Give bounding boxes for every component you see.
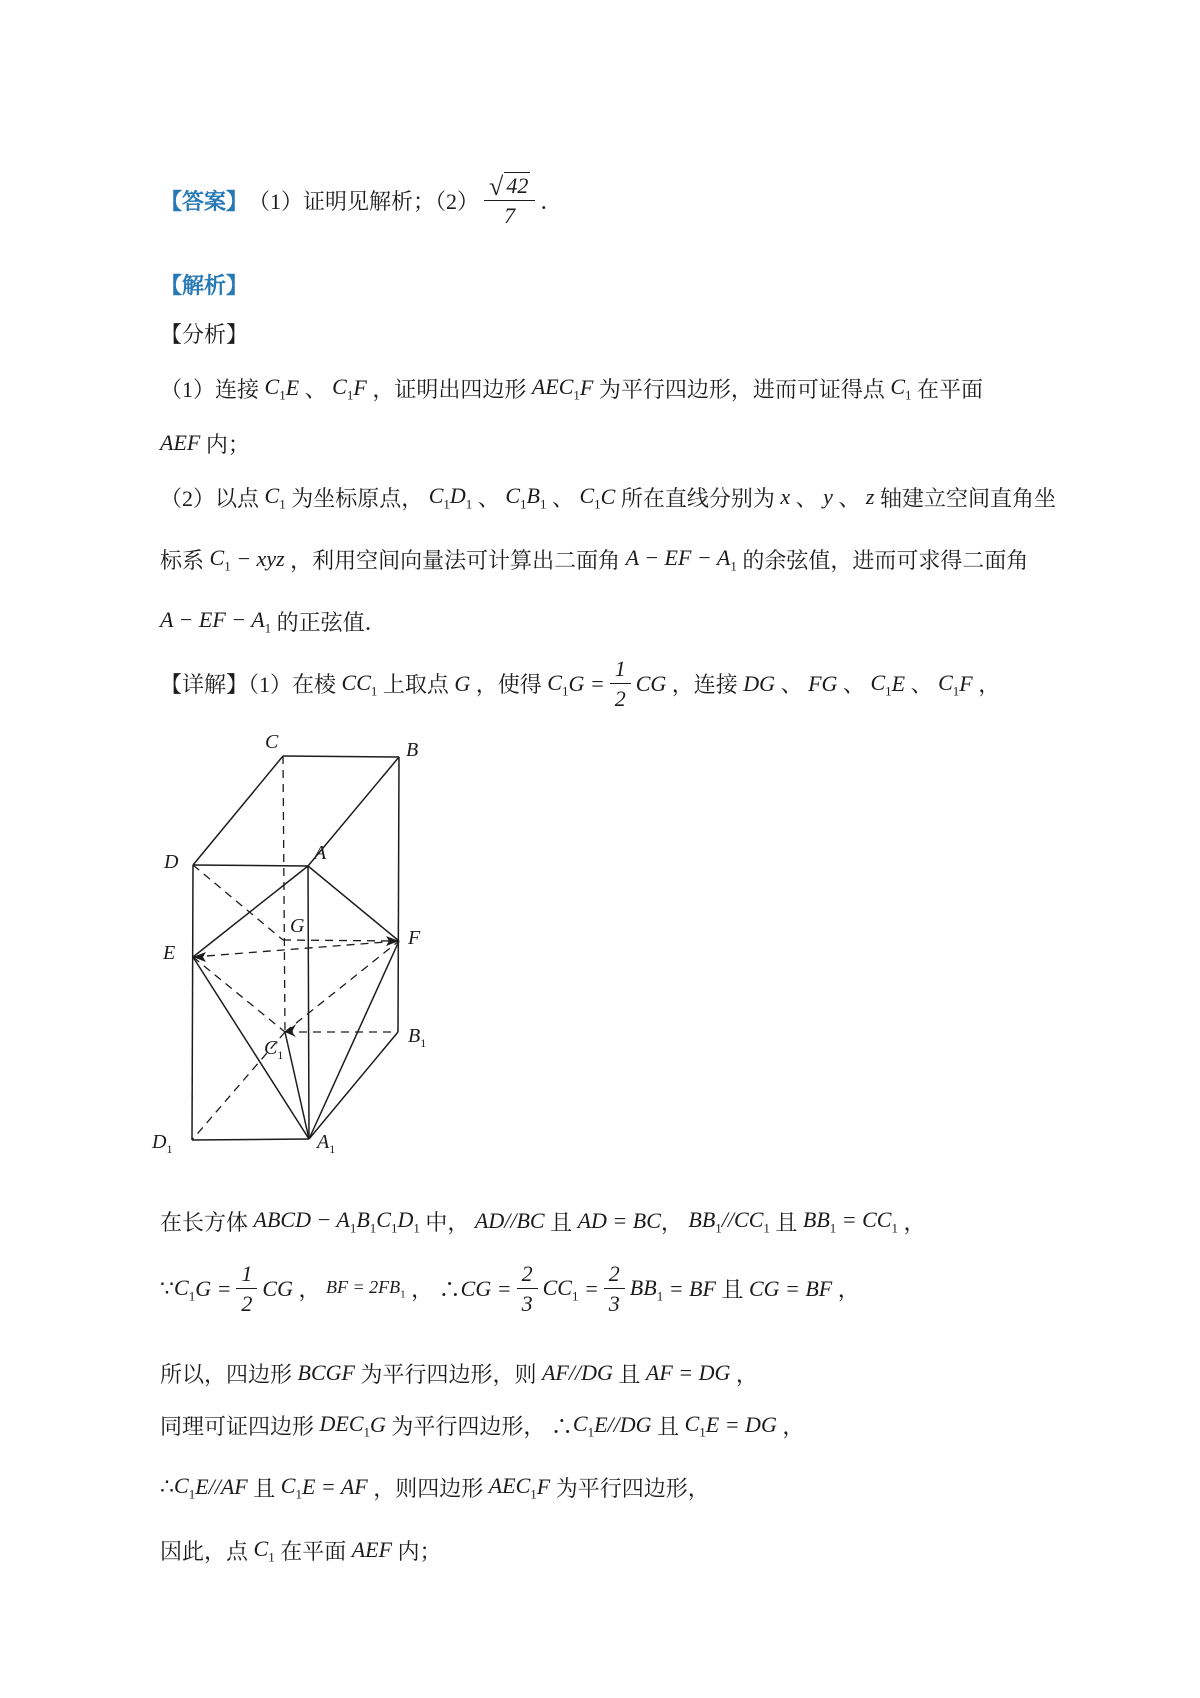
text-segment: F (959, 670, 973, 696)
analysis-line-4 (160, 543, 1028, 575)
text-segment: CG (635, 670, 667, 696)
text-segment: $C_1$ (264, 374, 286, 403)
text-segment: $CC_1$ (341, 670, 378, 699)
text-segment: 的余弦值，进而可求得二面角 (736, 547, 1029, 573)
text-segment: = $CC_1$ (836, 1207, 898, 1236)
text-segment: $AEC_1$ (531, 374, 580, 403)
proof-line-1 (160, 1205, 926, 1237)
vertex-label-B: B (406, 739, 419, 761)
text-segment: 轴建立空间直角坐 (874, 485, 1056, 511)
text-segment: $BB_1$ (629, 1275, 664, 1304)
text-segment: $C_1$ (376, 1207, 398, 1236)
vertex-label-C: C (265, 731, 279, 753)
text-segment: $D_1$ (397, 1207, 420, 1236)
text-segment: $C_1$ (264, 483, 286, 512)
text-segment: 、 (775, 672, 809, 698)
text-segment: $\frac{2}{3}$ (604, 1261, 625, 1317)
text-segment: // (504, 1208, 517, 1233)
text-segment: DG (743, 670, 776, 696)
text-segment: $C_1$ (547, 670, 569, 699)
text-segment: $//CC_1$ (721, 1207, 770, 1236)
text-segment: 、 (472, 485, 506, 511)
text-segment: 为平行四边形， ∴ (385, 1413, 573, 1439)
text-segment: √ 42 7 (484, 172, 535, 229)
text-segment: CG (262, 1275, 293, 1301)
text-segment: DG (581, 1360, 613, 1385)
text-segment: 【分析】 (160, 321, 249, 347)
analysis-line-5 (160, 605, 387, 637)
text-segment: z (865, 484, 875, 509)
text-segment: 、 (299, 376, 333, 402)
text-segment: F (536, 1474, 551, 1499)
text-segment: ， (730, 1361, 758, 1387)
text-segment: C (600, 484, 616, 509)
hidden-edges (192, 756, 399, 1140)
text-segment: CG = (460, 1275, 512, 1301)
text-segment: A − EF − $A_1$ (160, 607, 272, 636)
text-segment: A − EF − $A_1$ (625, 545, 737, 574)
text-segment: 的正弦值． (271, 609, 387, 635)
text-segment: 为平行四边形，进而可证得点 (593, 376, 891, 402)
text-segment: $C_1$ (174, 1473, 196, 1502)
prism-figure-svg (150, 730, 470, 1182)
text-segment: 为坐标原点， (285, 485, 429, 511)
detail-line-1 (160, 656, 1000, 712)
text-segment: 且 (651, 1413, 685, 1439)
text-segment: ，则四边形 (367, 1475, 489, 1501)
text-segment: ∵ (160, 1275, 174, 1301)
text-segment: AD = BC (577, 1208, 661, 1233)
text-segment: $C_1$ (332, 374, 354, 403)
text-segment: $DEC_1$ (319, 1411, 371, 1440)
text-segment: AF = DG (645, 1360, 731, 1385)
text-segment: G (370, 1412, 386, 1437)
text-segment: CG = BF (748, 1275, 833, 1301)
text-segment: ， (660, 1209, 689, 1235)
vertex-label-E: E (163, 942, 176, 964)
solid-edges (192, 756, 399, 1140)
text-segment: 内； (200, 431, 250, 457)
text-segment: 在平面 (274, 1538, 352, 1564)
text-segment: BC (516, 1208, 545, 1233)
text-segment: BF = $2FB_1$ (326, 1277, 406, 1301)
text-segment: $C_1$ (428, 483, 450, 512)
text-segment: E//AF (195, 1474, 248, 1499)
proof-line-5 (160, 1471, 710, 1503)
text-segment: 、 (790, 485, 824, 511)
text-segment: BCGF (297, 1360, 355, 1385)
vertex-label-F: F (408, 927, 421, 949)
text-segment: 内； (392, 1538, 442, 1564)
proof-line-3 (160, 1357, 758, 1389)
text-segment: 中， (419, 1209, 475, 1235)
text-segment: = (578, 1275, 599, 1301)
text-segment: 标系 (160, 547, 210, 573)
text-segment: 上取点 (377, 672, 455, 698)
text-segment: $B_1$ (356, 1207, 377, 1236)
text-segment: // (568, 1360, 582, 1385)
text-segment: ， (292, 1277, 326, 1303)
vertex-label-A: A (314, 842, 327, 864)
text-segment: G = (195, 1275, 232, 1301)
text-segment: 、 (546, 485, 580, 511)
text-segment: ABCD − $A_1$ (253, 1207, 357, 1236)
text-segment: F (353, 375, 367, 400)
text-segment: ， (897, 1209, 926, 1235)
text-segment: ，证明出四边形 (366, 376, 532, 402)
text-segment: $CC_1$ (542, 1275, 579, 1304)
text-segment: ，连接 (666, 672, 744, 698)
analysis-line-2 (160, 427, 250, 459)
text-segment: $C_1$ (890, 374, 912, 403)
text-segment: 为平行四边形， (550, 1475, 710, 1501)
text-segment: $C_1$ (579, 483, 601, 512)
text-segment: E = DG (705, 1412, 777, 1437)
text-segment: $BB_1$ (688, 1207, 722, 1236)
text-segment: $\frac{1}{2}$ (236, 1261, 257, 1317)
text-segment: = BF (663, 1275, 716, 1301)
text-segment: E (891, 670, 906, 696)
text-segment: 、 (905, 672, 939, 698)
text-segment: G = (568, 670, 605, 696)
text-segment: E (285, 375, 300, 400)
proof-line-6 (160, 1534, 442, 1566)
vertex-label-B1: $B_1$ (408, 1025, 427, 1050)
text-segment: $C_1$ (870, 670, 892, 699)
analysis-line-3 (160, 481, 1056, 513)
text-segment: ， (832, 1277, 860, 1303)
vertex-label-A1: $A_1$ (317, 1131, 336, 1156)
text-segment: ． (540, 188, 563, 214)
text-segment: 所在直线分别为 (615, 485, 781, 511)
text-segment: $B_1$ (526, 483, 547, 512)
text-segment: （1）证明见解析；（2） (248, 188, 480, 214)
vertex-label-C1: $C_1$ (264, 1037, 284, 1062)
text-segment: AF (541, 1360, 569, 1385)
text-segment: 所以，四边形 (160, 1361, 298, 1387)
text-segment: 且 (769, 1209, 803, 1235)
text-segment: $C_1$ (174, 1275, 196, 1304)
text-segment: 且 (715, 1277, 749, 1303)
text-segment: 且 (612, 1361, 646, 1387)
text-segment: AEF (160, 430, 201, 455)
text-segment: ， (972, 672, 1001, 698)
text-segment: $C_1$ (684, 1411, 706, 1440)
text-segment: ， (776, 1413, 805, 1439)
text-segment: $C_1$ (280, 1473, 302, 1502)
fenxi-tag-line (160, 317, 248, 349)
text-segment: 、 (837, 672, 871, 698)
proof-line-4 (160, 1409, 804, 1441)
text-segment: $C_1$ (253, 1536, 275, 1565)
text-segment: $C_1$ (505, 483, 527, 512)
section-tag: 【解析】 (160, 272, 249, 298)
vertex-label-D: D (164, 851, 179, 873)
text-segment: − xyz (230, 546, 285, 571)
prism-diagram (150, 730, 470, 1182)
text-segment: （2）以点 (160, 485, 265, 511)
text-segment: 、 (832, 485, 866, 511)
text-segment: 且 (544, 1209, 578, 1235)
text-segment: x (780, 484, 791, 509)
analysis-line-1 (160, 372, 983, 404)
section-tag: 【答案】 (160, 188, 249, 214)
jiexi-tag-line (160, 268, 248, 300)
text-segment: 在平面 (911, 376, 984, 402)
arrowheads (193, 936, 399, 1037)
text-segment: AD (474, 1208, 505, 1233)
text-segment: 为平行四边形，则 (354, 1361, 542, 1387)
text-segment: ∴ (160, 1474, 174, 1499)
text-segment: AEF (351, 1537, 393, 1562)
text-segment: $BB_1$ (802, 1207, 837, 1236)
text-segment: $\frac{1}{2}$ (610, 656, 631, 712)
vertex-label-G: G (290, 915, 305, 937)
text-segment: $C_1$ (572, 1411, 595, 1440)
answer-line (160, 172, 562, 229)
text-segment: F (579, 375, 594, 400)
text-segment: 因此，点 (160, 1538, 254, 1564)
text-segment: y (823, 484, 833, 509)
text-segment: 在长方体 (160, 1209, 254, 1235)
text-segment: E//DG (594, 1412, 652, 1437)
text-segment: ，利用空间向量法可计算出二面角 (284, 547, 626, 573)
proof-line-2 (160, 1261, 860, 1317)
text-segment: $C_1$ (209, 545, 231, 574)
text-segment: （1）连接 (160, 376, 265, 402)
text-segment: 且 (247, 1475, 281, 1501)
text-segment: E = AF (301, 1474, 368, 1499)
text-segment: $AEC_1$ (488, 1473, 537, 1502)
text-segment: ，使得 (470, 672, 548, 698)
text-segment: $C_1$ (938, 670, 960, 699)
text-segment: 【详解】（1）在棱 (160, 672, 342, 698)
text-segment: $\frac{2}{3}$ (517, 1261, 538, 1317)
text-segment: ， ∴ (405, 1277, 461, 1303)
vertex-label-D1: $D_1$ (152, 1131, 173, 1156)
text-segment: 同理可证四边形 (160, 1413, 320, 1439)
text-segment: $D_1$ (449, 483, 473, 512)
text-segment: G (454, 670, 471, 696)
text-segment: FG (808, 670, 838, 696)
